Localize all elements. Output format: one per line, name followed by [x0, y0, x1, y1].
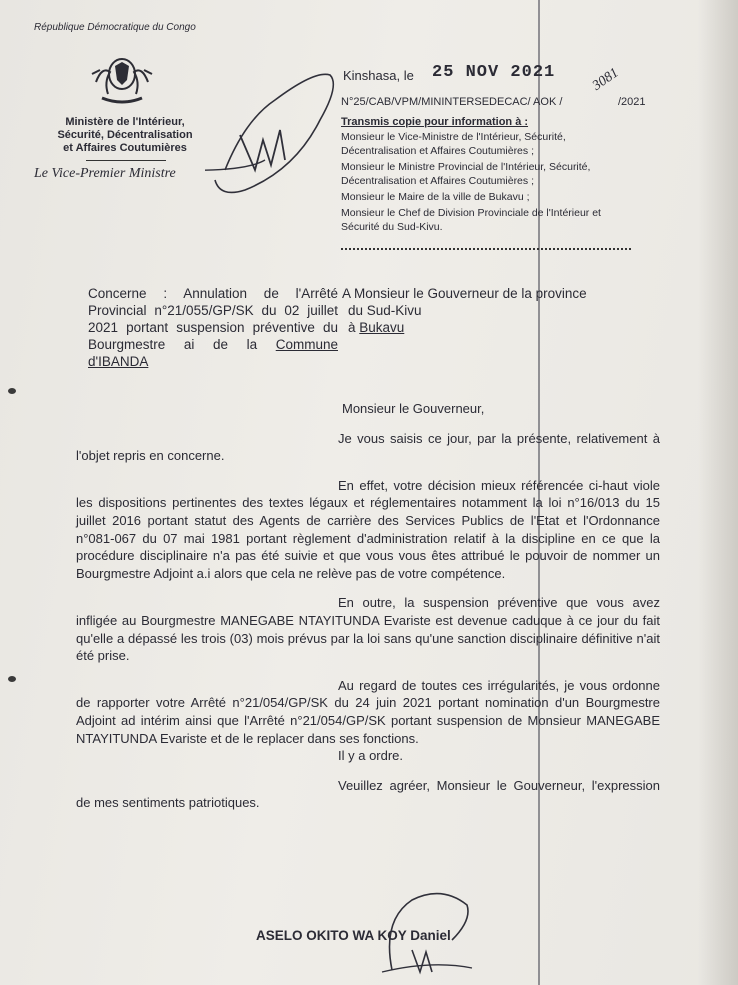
- closing-paragraph: Veuillez agréer, Monsieur le Gouverneur, l'expression de mes sentiments patriotiques.: [76, 777, 660, 811]
- punch-mark: [8, 676, 16, 682]
- addressee-city: Bukavu: [359, 320, 405, 335]
- addressee-city-prefix: à: [348, 320, 360, 335]
- order-line: Il y a ordre.: [338, 748, 404, 764]
- reference-number: N°25/CAB/VPM/MININTERSEDECAC/ AOK /: [341, 96, 563, 108]
- page-shadow: [698, 0, 738, 985]
- ministry-line-2: Sécurité, Décentralisation: [57, 129, 193, 141]
- ministry-line-3: et Affaires Coutumières: [63, 142, 187, 154]
- ministry-divider: [86, 160, 166, 161]
- addressee-line-2: du Sud-Kivu: [348, 303, 422, 318]
- paragraph-3: En outre, la suspension préventive que vous avez infligée au Bourgmestre MANEGABE NTAYITUNDA Evariste est devenue caduque à ce jour du fait qu'elle a dépassé les trois (03) mois prévus par la loi sans qu'une sanction disciplinaire définitive n'ait été prise.: [76, 595, 660, 664]
- dotted-separator: [341, 248, 631, 250]
- copy-recipient: Monsieur le Maire de la ville de Bukavu ;: [341, 191, 530, 203]
- subject-block: [88, 285, 338, 370]
- initials-signature: [372, 880, 482, 980]
- punch-mark: [8, 388, 16, 394]
- copy-recipient: Monsieur le Vice-Ministre de l'Intérieur, Sécurité, Décentralisation et Affaires Coutumières ;: [341, 131, 566, 157]
- copy-recipient: Monsieur le Chef de Division Provinciale de l'Intérieur et Sécurité du Sud-Kivu.: [341, 207, 601, 233]
- addressee-line-1: A Monsieur le Gouverneur de la province: [342, 286, 587, 301]
- republic-header: République Démocratique du Congo: [34, 22, 196, 33]
- coat-of-arms-emblem: [88, 52, 156, 106]
- copies-list: [341, 130, 641, 236]
- reference-year: /2021: [618, 96, 646, 108]
- subject-text: Annulation de l'Arrêté Provincial n°21/055/GP/SK du 02 juillet 2021 portant suspension préventive du Bourgmestre ai de la: [88, 286, 338, 352]
- ministry-line-1: Ministère de l'Intérieur,: [65, 116, 185, 128]
- handwritten-ref-number: 3081: [589, 65, 622, 94]
- paragraph-1: Je vous saisis ce jour, par la présente, relativement à l'objet repris en concerne.: [76, 430, 660, 464]
- addressee-block: [342, 285, 642, 336]
- addressee-city-line: [342, 319, 642, 336]
- signatory-title: Le Vice-Premier Ministre: [34, 166, 176, 181]
- subject-commune: Commune d'IBANDA: [88, 337, 338, 369]
- date-stamp: 25 NOV 2021: [432, 63, 556, 82]
- subject-label: Concerne :: [88, 286, 168, 301]
- date-place: Kinshasa, le: [343, 68, 414, 83]
- paragraph-2: En effet, votre décision mieux référencée ci-haut viole les dispositions pertinentes des textes légaux et réglementaires notamment la loi n°16/013 du 15 juillet 2016 portant statut des Agents de carrière des Services Publics de l'Etat et l'Ordonnance n°081-067 du 07 mai 1981 portant règlement d'administration relatif à la discipline en ce que la procédure disciplinaire n'a pas été suivie et que vous vous êtes attribué le pouvoir de nommer un Bourgmestre Adjoint a.i alors que cela ne relève pas de votre compétence.: [76, 477, 660, 581]
- salutation: Monsieur le Gouverneur,: [342, 401, 485, 416]
- letter-body: [76, 400, 660, 812]
- handwritten-signature: [205, 60, 355, 210]
- copies-heading: Transmis copie pour information à :: [341, 116, 529, 128]
- signatory-name: ASELO OKITO WA KOY Daniel: [256, 928, 451, 943]
- copy-recipient: Monsieur le Ministre Provincial de l'Intérieur, Sécurité, Décentralisation et Affaires Coutumières ;: [341, 161, 591, 187]
- paragraph-4: Au regard de toutes ces irrégularités, je vous ordonne de rapporter votre Arrêté n°21/054/GP/SK du 24 juin 2021 portant nomination d'un Bourgmestre Adjoint ad intérim ainsi que l'Arrêté n°21/054/GP/SK portant suspension de Monsieur MANEGABE NTAYITUNDA Evariste et de le replacer dans ses fonctions.: [76, 677, 660, 746]
- ministry-name: [40, 116, 210, 155]
